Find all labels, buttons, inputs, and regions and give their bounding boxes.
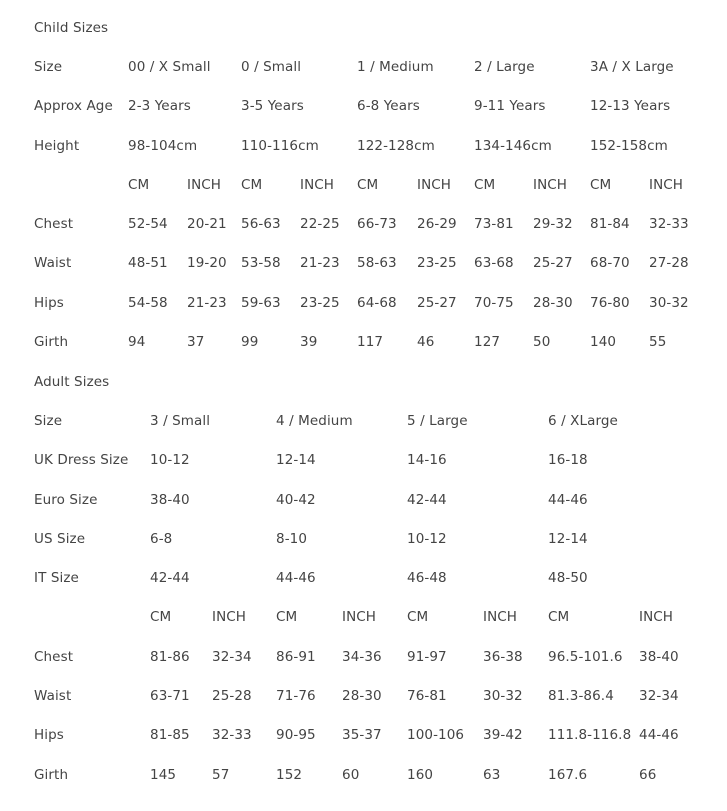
measurement-cell: 76-80 (590, 294, 630, 311)
unit-header: INCH (300, 176, 335, 193)
unit-header: INCH (639, 609, 674, 626)
measurement-cell: 50 (533, 334, 551, 351)
unit-header: CM (357, 176, 379, 193)
measurement-cell: 81.3-86.4 (548, 688, 614, 705)
measurement-cell: 28-30 (342, 688, 382, 705)
measurement-cell: 26-29 (417, 216, 457, 233)
adult-uk-row (27, 441, 707, 480)
unit-header: INCH (417, 176, 452, 193)
unit-header: CM (590, 176, 612, 193)
measurement-cell: 63-68 (474, 255, 514, 272)
size-cell: 42-44 (150, 570, 190, 587)
size-cell: 10-12 (150, 452, 190, 469)
size-cell: 0 / Small (241, 58, 302, 75)
adult-hips-row (27, 716, 707, 755)
size-cell: 4 / Medium (276, 412, 353, 429)
unit-header: INCH (533, 176, 568, 193)
child-chest-row (27, 204, 707, 243)
measurement-cell: 70-75 (474, 294, 514, 311)
measurement-cell: 20-21 (187, 216, 227, 233)
measurement-cell: 29-32 (533, 216, 573, 233)
row-label: Approx Age (34, 98, 113, 115)
adult-girth-row (27, 755, 707, 794)
adult-us-row (27, 519, 707, 558)
child-size-table (27, 8, 707, 362)
child-units-row (27, 165, 707, 204)
measurement-cell: 86-91 (276, 648, 316, 665)
measurement-cell: 117 (357, 334, 384, 351)
size-cell: 6 / XLarge (548, 412, 618, 429)
measurement-cell: 25-28 (212, 688, 252, 705)
measurement-cell: 28-30 (533, 294, 573, 311)
measurement-cell: 127 (474, 334, 501, 351)
row-label: Size (34, 412, 63, 429)
measurement-cell: 91-97 (407, 648, 447, 665)
size-cell: 48-50 (548, 570, 588, 587)
measurement-cell: 21-23 (187, 294, 227, 311)
adult-waist-row (27, 676, 707, 715)
height-cell: 134-146cm (474, 137, 552, 154)
measurement-cell: 23-25 (417, 255, 457, 272)
size-cell: 10-12 (407, 530, 447, 547)
age-cell: 3-5 Years (241, 98, 304, 115)
measurement-cell: 81-85 (150, 727, 190, 744)
size-cell: 16-18 (548, 452, 588, 469)
row-label: Girth (34, 334, 69, 351)
size-cell: 46-48 (407, 570, 447, 587)
row-label: UK Dress Size (34, 452, 129, 469)
measurement-cell: 30-32 (483, 688, 523, 705)
measurement-cell: 35-37 (342, 727, 382, 744)
measurement-cell: 52-54 (128, 216, 168, 233)
measurement-cell: 25-27 (417, 294, 457, 311)
measurement-cell: 152 (276, 766, 303, 783)
measurement-cell: 60 (342, 766, 360, 783)
size-cell: 6-8 (150, 530, 173, 547)
row-label: Waist (34, 255, 72, 272)
age-cell: 12-13 Years (590, 98, 671, 115)
measurement-cell: 160 (407, 766, 434, 783)
measurement-cell: 63 (483, 766, 501, 783)
size-cell: 2 / Large (474, 58, 535, 75)
adult-size-row (27, 401, 707, 440)
unit-header: CM (128, 176, 150, 193)
size-cell: 8-10 (276, 530, 308, 547)
row-label: Height (34, 137, 80, 154)
unit-header: CM (548, 609, 570, 626)
height-cell: 98-104cm (128, 137, 198, 154)
row-label: Chest (34, 648, 74, 665)
age-cell: 6-8 Years (357, 98, 420, 115)
row-label: Chest (34, 216, 74, 233)
empty-cell (27, 598, 143, 637)
child-height-row (27, 126, 707, 165)
measurement-cell: 58-63 (357, 255, 397, 272)
size-cell: 5 / Large (407, 412, 468, 429)
child-title-row (27, 8, 707, 47)
adult-sizes-title: Adult Sizes (34, 373, 110, 390)
size-cell: 40-42 (276, 491, 316, 508)
age-cell: 9-11 Years (474, 98, 546, 115)
child-age-row (27, 87, 707, 126)
adult-it-row (27, 558, 707, 597)
unit-header: CM (241, 176, 263, 193)
size-cell: 12-14 (276, 452, 316, 469)
size-cell: 1 / Medium (357, 58, 434, 75)
measurement-cell: 96.5-101.6 (548, 648, 623, 665)
measurement-cell: 48-51 (128, 255, 168, 272)
measurement-cell: 68-70 (590, 255, 630, 272)
measurement-cell: 39 (300, 334, 318, 351)
measurement-cell: 81-86 (150, 648, 190, 665)
adult-units-row (27, 598, 707, 637)
measurement-cell: 25-27 (533, 255, 573, 272)
row-label: Girth (34, 766, 69, 783)
measurement-cell: 66-73 (357, 216, 397, 233)
measurement-cell: 27-28 (649, 255, 689, 272)
size-cell: 38-40 (150, 491, 190, 508)
measurement-cell: 145 (150, 766, 177, 783)
row-label: Hips (34, 727, 64, 744)
row-label: Waist (34, 688, 72, 705)
unit-header: CM (474, 176, 496, 193)
measurement-cell: 111.8-116.8 (548, 727, 632, 744)
measurement-cell: 55 (649, 334, 667, 351)
measurement-cell: 32-33 (649, 216, 689, 233)
height-cell: 152-158cm (590, 137, 668, 154)
size-cell: 3 / Small (150, 412, 211, 429)
measurement-cell: 19-20 (187, 255, 227, 272)
measurement-cell: 32-34 (639, 688, 679, 705)
measurement-cell: 46 (417, 334, 435, 351)
row-label: IT Size (34, 570, 79, 587)
measurement-cell: 73-81 (474, 216, 514, 233)
measurement-cell: 32-34 (212, 648, 252, 665)
measurement-cell: 59-63 (241, 294, 281, 311)
size-cell: 12-14 (548, 530, 588, 547)
measurement-cell: 57 (212, 766, 230, 783)
measurement-cell: 37 (187, 334, 205, 351)
measurement-cell: 76-81 (407, 688, 447, 705)
size-cell: 00 / X Small (128, 58, 211, 75)
child-sizes-title: Child Sizes (34, 19, 109, 36)
row-label: Hips (34, 294, 64, 311)
measurement-cell: 30-32 (649, 294, 689, 311)
unit-header: INCH (483, 609, 518, 626)
adult-chest-row (27, 637, 707, 676)
row-label: Euro Size (34, 491, 98, 508)
measurement-cell: 63-71 (150, 688, 190, 705)
row-label: US Size (34, 530, 86, 547)
size-cell: 42-44 (407, 491, 447, 508)
empty-cell (27, 165, 121, 204)
adult-euro-row (27, 480, 707, 519)
measurement-cell: 22-25 (300, 216, 340, 233)
measurement-cell: 21-23 (300, 255, 340, 272)
measurement-cell: 54-58 (128, 294, 168, 311)
adult-title-row (27, 362, 707, 401)
unit-header: CM (150, 609, 172, 626)
measurement-cell: 90-95 (276, 727, 316, 744)
measurement-cell: 23-25 (300, 294, 340, 311)
row-label: Size (34, 58, 63, 75)
unit-header: CM (407, 609, 429, 626)
measurement-cell: 36-38 (483, 648, 523, 665)
size-cell: 44-46 (276, 570, 316, 587)
unit-header: INCH (649, 176, 684, 193)
measurement-cell: 64-68 (357, 294, 397, 311)
age-cell: 2-3 Years (128, 98, 191, 115)
height-cell: 122-128cm (357, 137, 435, 154)
measurement-cell: 56-63 (241, 216, 281, 233)
adult-size-table (27, 362, 707, 794)
measurement-cell: 53-58 (241, 255, 281, 272)
child-waist-row (27, 244, 707, 283)
measurement-cell: 32-33 (212, 727, 252, 744)
unit-header: INCH (342, 609, 377, 626)
measurement-cell: 34-36 (342, 648, 382, 665)
measurement-cell: 71-76 (276, 688, 316, 705)
child-girth-row (27, 322, 707, 361)
size-cell: 3A / X Large (590, 58, 674, 75)
unit-header: INCH (212, 609, 247, 626)
measurement-cell: 38-40 (639, 648, 679, 665)
height-cell: 110-116cm (241, 137, 319, 154)
child-hips-row (27, 283, 707, 322)
measurement-cell: 66 (639, 766, 657, 783)
size-cell: 14-16 (407, 452, 447, 469)
measurement-cell: 81-84 (590, 216, 630, 233)
child-size-row (27, 47, 707, 86)
unit-header: INCH (187, 176, 222, 193)
unit-header: CM (276, 609, 298, 626)
measurement-cell: 140 (590, 334, 617, 351)
measurement-cell: 94 (128, 334, 146, 351)
measurement-cell: 100-106 (407, 727, 465, 744)
size-cell: 44-46 (548, 491, 588, 508)
measurement-cell: 39-42 (483, 727, 523, 744)
measurement-cell: 99 (241, 334, 259, 351)
measurement-cell: 44-46 (639, 727, 679, 744)
measurement-cell: 167.6 (548, 766, 588, 783)
